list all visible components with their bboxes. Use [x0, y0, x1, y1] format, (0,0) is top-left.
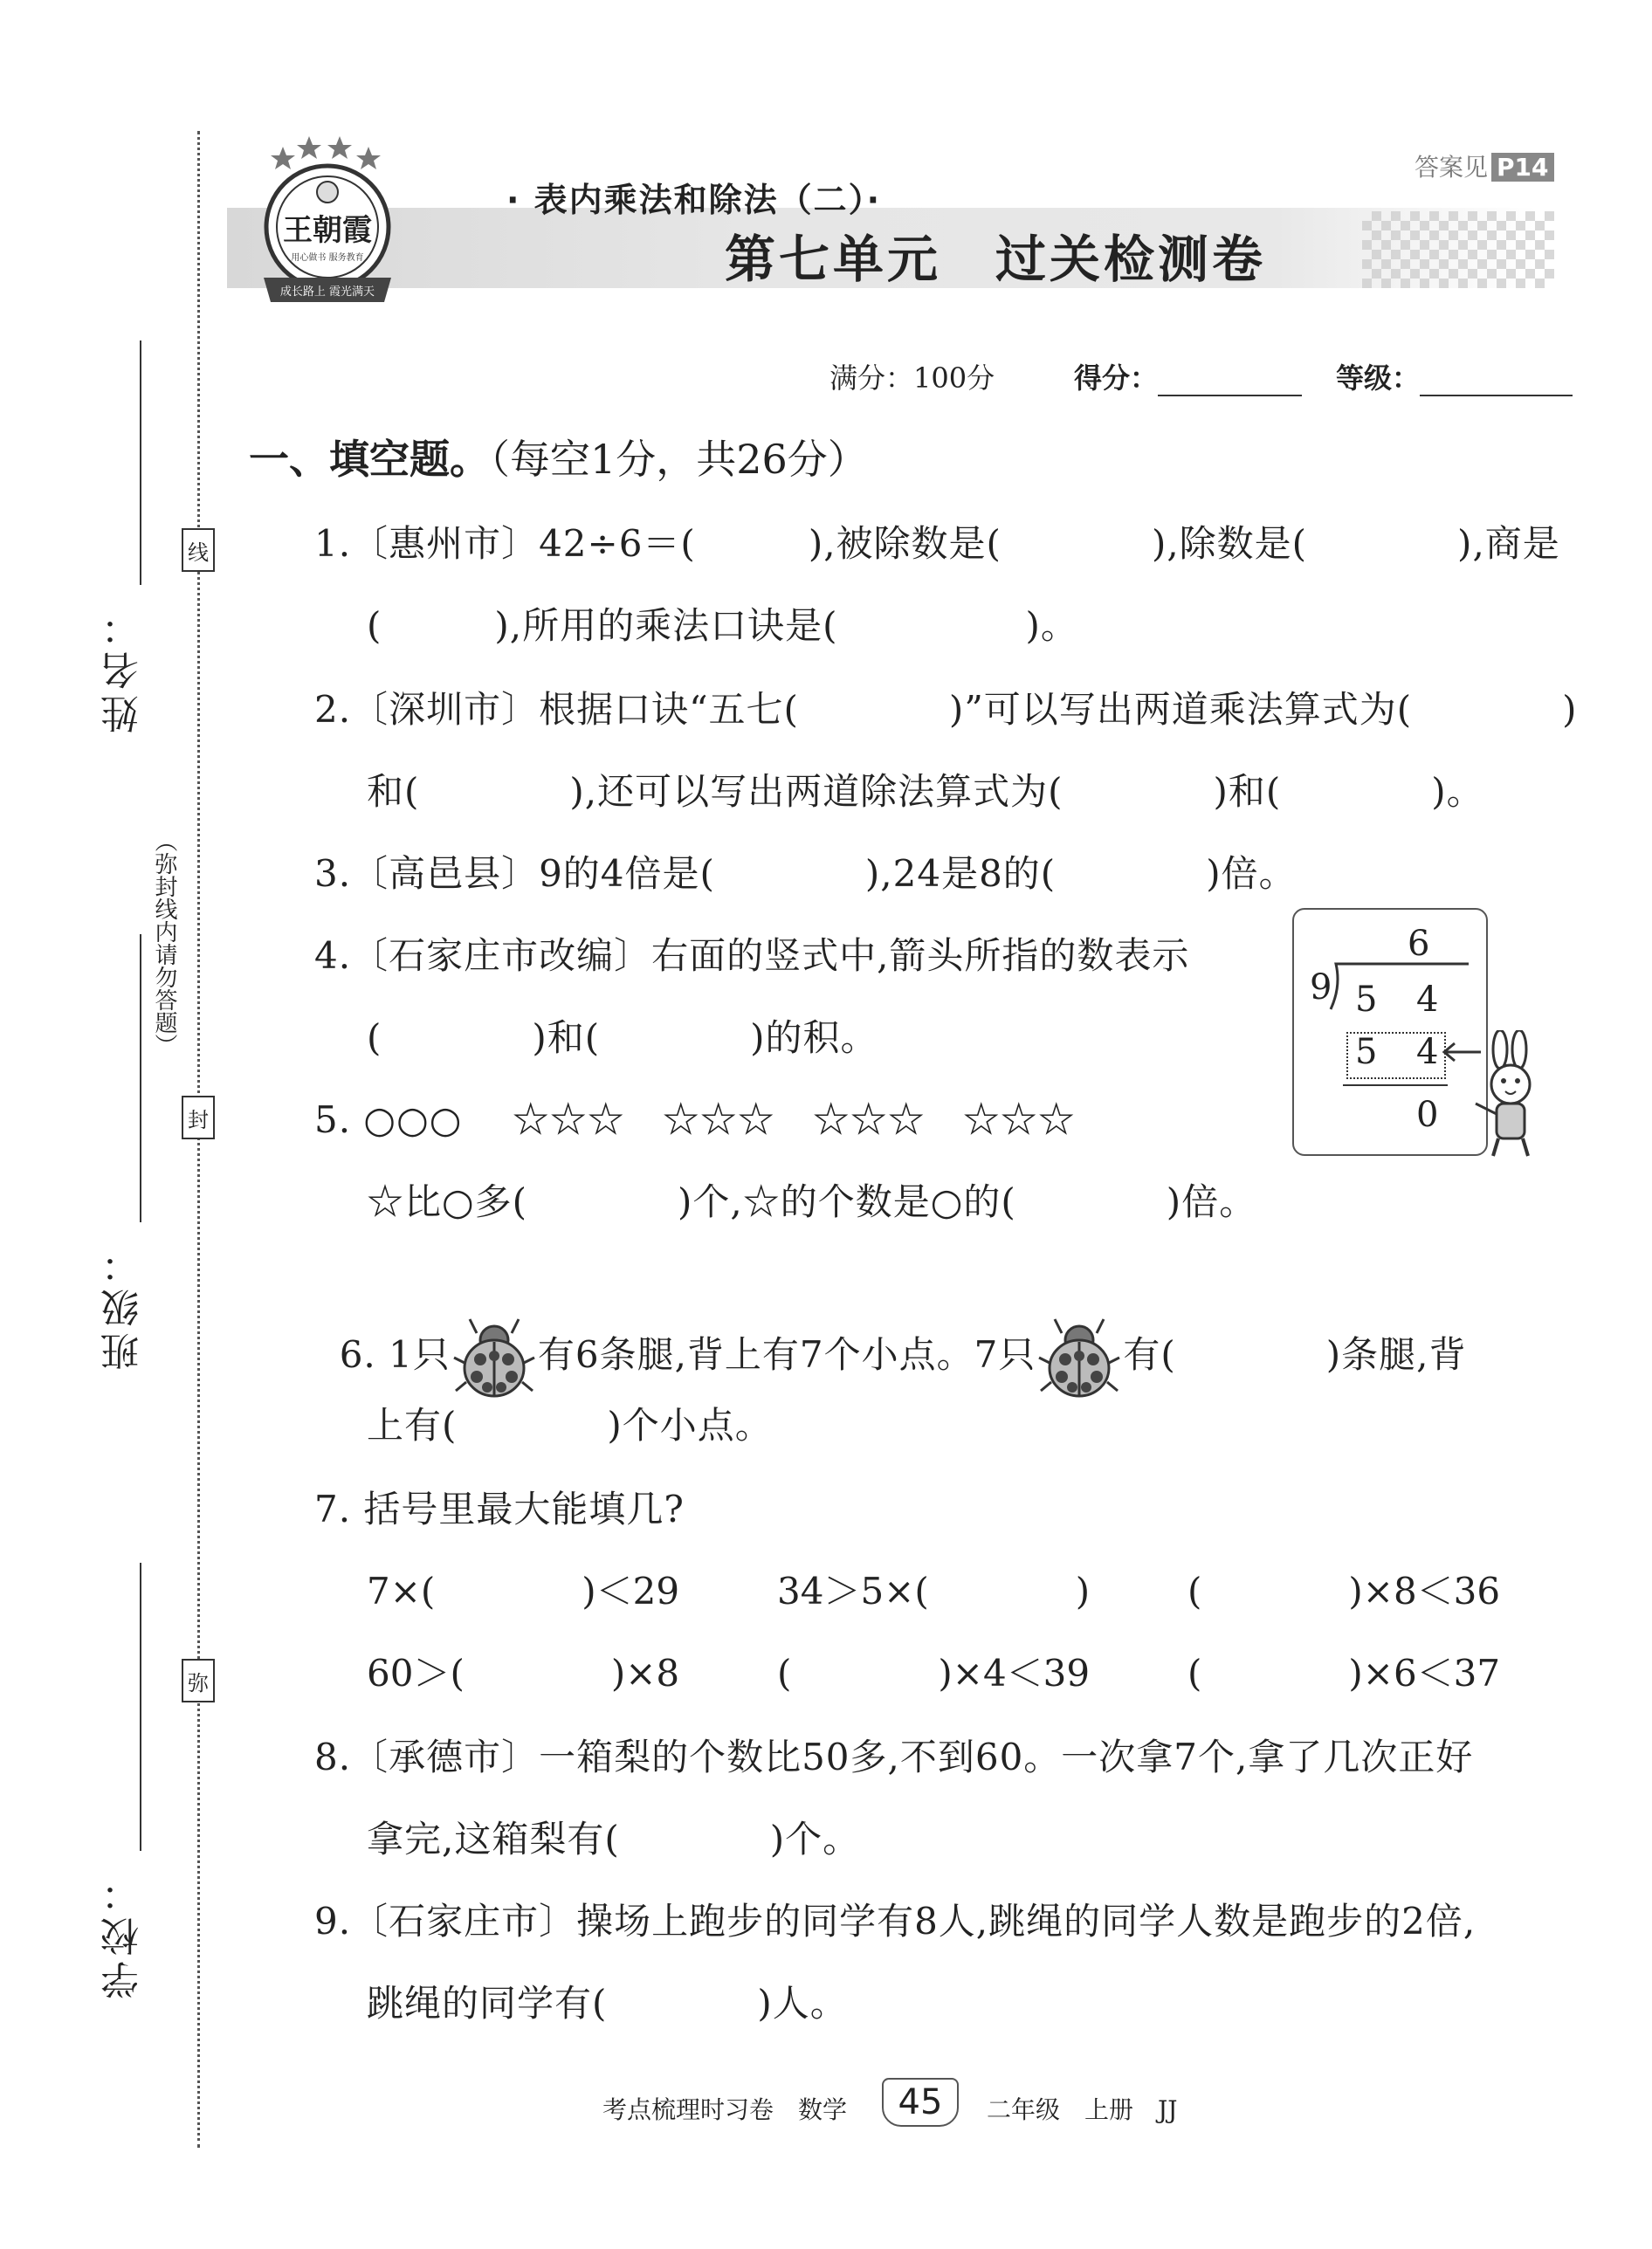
remainder-digit: 0 — [1416, 1095, 1439, 1135]
question-8-line-2[interactable]: 拿完,这箱梨有( )个。 — [367, 1818, 861, 1860]
quotient-digit: 6 — [1408, 924, 1430, 964]
question-5-shapes: 5. ○○○ ☆☆☆ ☆☆☆ ☆☆☆ ☆☆☆ — [314, 1098, 1076, 1141]
question-6-line-2[interactable]: 上有( )个小点。 — [367, 1404, 773, 1447]
long-division-figure — [1292, 908, 1488, 1156]
school-underline — [140, 1563, 141, 1851]
score-label: 得分： — [1074, 361, 1159, 395]
dividend-tens: 5 — [1355, 980, 1378, 1020]
logo-text: 王朝霞 — [283, 213, 372, 248]
question-5-line-2[interactable]: ☆比○多( )个,☆的个数是○的( )倍。 — [367, 1180, 1257, 1223]
answer-reference — [1415, 148, 1554, 183]
dividend-ones: 4 — [1416, 980, 1439, 1020]
question-4-line-1: 4.〔石家庄市改编〕右面的竖式中,箭头所指的数表示 — [314, 934, 1190, 977]
q7-row1-col3[interactable]: ( )×8＜36 — [1187, 1570, 1501, 1613]
division-rule — [1343, 1084, 1448, 1086]
unit-subtitle: · 表内乘法和除法（二）· — [506, 181, 882, 219]
q7-row2-col3[interactable]: ( )×6＜37 — [1187, 1652, 1501, 1695]
section-heading: 一、填空题。 — [249, 436, 490, 483]
q6-part-1: 6. 1只 — [339, 1333, 451, 1376]
q7-row1-col2[interactable]: 34＞5×( ) — [777, 1570, 1091, 1613]
question-2-line-2[interactable]: 和( ),还可以写出两道除法算式为( )和( )。 — [367, 770, 1484, 813]
full-marks: 满分：100分 — [829, 361, 995, 395]
question-7-prompt: 7. 括号里最大能填几? — [314, 1488, 685, 1530]
question-6-line-1[interactable] — [314, 1283, 1467, 1379]
answer-ref-label: 答案见 — [1415, 153, 1489, 182]
logo-motto: 用心做书 服务教育 — [291, 253, 364, 263]
class-label: 班级： — [101, 1240, 146, 1371]
q6-part-3: 有( )条腿,背 — [1123, 1333, 1467, 1376]
question-1-line-1[interactable]: 1.〔惠州市〕42÷6＝( ),被除数是( ),除数是( ),商是 — [314, 522, 1560, 565]
seal-mark-line: 线 — [182, 528, 215, 572]
brand-logo — [253, 131, 402, 323]
product-ones: 4 — [1416, 1032, 1439, 1072]
footer-right: 二年级 上册 JJ — [987, 2095, 1178, 2124]
q6-part-2: 有6条腿,背上有7个小点。7只 — [537, 1333, 1036, 1376]
section-note: （每空1分，共26分） — [490, 436, 868, 483]
grade-blank[interactable] — [1420, 395, 1573, 396]
question-9-line-2[interactable]: 跳绳的同学有( )人。 — [367, 1982, 848, 2025]
q7-row2-col2[interactable]: ( )×4＜39 — [777, 1652, 1091, 1695]
answer-page-tag: P14 — [1491, 153, 1554, 182]
seal-mark-close: 弥 — [182, 1659, 215, 1702]
division-bracket — [1329, 960, 1477, 1013]
question-8-line-1: 8.〔承德市〕一箱梨的个数比50多,不到60。一次拿7个,拿了几次正好 — [314, 1736, 1474, 1778]
grade-label: 等级： — [1336, 361, 1421, 395]
question-4-line-2[interactable]: ( )和( )的积。 — [367, 1016, 878, 1059]
name-label: 姓名： — [101, 602, 146, 733]
grade-field[interactable] — [1336, 356, 1573, 396]
product-tens: 5 — [1355, 1032, 1378, 1072]
section-title — [249, 428, 868, 485]
q7-row1-col1[interactable]: 7×( )＜29 — [367, 1570, 680, 1613]
question-9-line-1: 9.〔石家庄市〕操场上跑步的同学有8人,跳绳的同学人数是跑步的2倍, — [314, 1900, 1476, 1943]
footer-left: 考点梳理时习卷 数学 — [602, 2095, 848, 2124]
page-number: 45 — [882, 2078, 959, 2127]
ladybug-icon — [1036, 1314, 1123, 1401]
q7-row2-col1[interactable]: 60＞( )×8 — [367, 1652, 680, 1695]
seal-warning: （弥封线内请勿答题） — [151, 829, 177, 1056]
school-label: 学校： — [101, 1868, 146, 1999]
checker-decoration — [1362, 211, 1554, 288]
score-blank[interactable] — [1158, 395, 1302, 396]
logo-banner: 成长路上 霞光满天 — [279, 285, 375, 299]
question-3[interactable]: 3.〔高邑县〕9的4倍是( ),24是8的( )倍。 — [314, 852, 1297, 895]
score-field[interactable] — [1074, 356, 1302, 396]
name-underline — [140, 340, 141, 585]
question-1-line-2[interactable]: ( ),所用的乘法口诀是( )。 — [367, 604, 1078, 647]
ladybug-icon — [451, 1314, 538, 1401]
class-underline — [140, 934, 141, 1222]
binding-dotted-line — [197, 131, 200, 2148]
seal-mark-seal: 封 — [182, 1096, 215, 1139]
divisor-digit: 9 — [1310, 967, 1332, 1008]
page-title: 第七单元 过关检测卷 — [725, 230, 1267, 289]
rabbit-mascot-icon — [1467, 1030, 1554, 1161]
question-2-line-1[interactable]: 2.〔深圳市〕根据口诀“五七( )”可以写出两道乘法算式为( ) — [314, 688, 1578, 731]
